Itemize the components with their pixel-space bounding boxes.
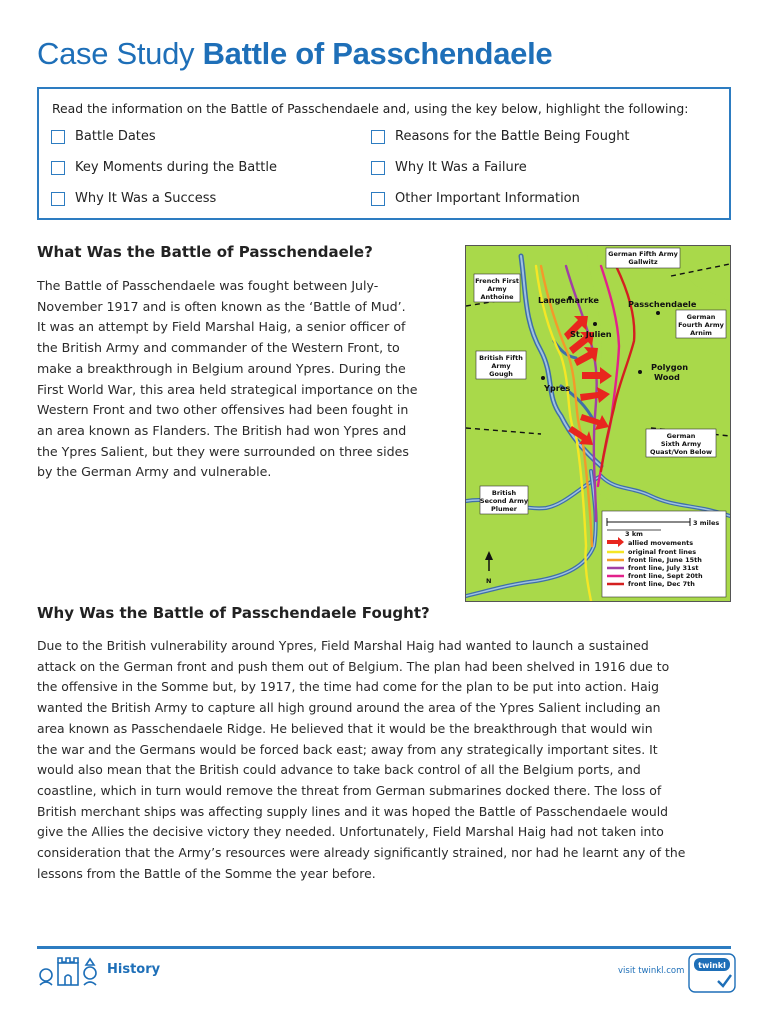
legend-label: front line, July 31st	[628, 564, 699, 572]
place-label-wood: Wood	[654, 372, 680, 382]
twinkl-logo-text: twinkl	[698, 961, 726, 970]
svg-text:French First: French First	[475, 277, 519, 285]
section1-paragraph	[37, 276, 441, 483]
history-castle-icon	[36, 953, 100, 993]
text-line: the war and the Germans would be forced back east; away from any strategically important sites. It	[37, 741, 658, 757]
svg-text:N: N	[486, 577, 492, 585]
text-line: wanted the British Army to capture all high ground around the area of the Ypres Salient including an	[37, 700, 661, 716]
legend-label: allied movements	[628, 539, 694, 547]
svg-text:German: German	[686, 313, 716, 321]
svg-text:British: British	[491, 489, 517, 497]
army-label-french-first	[474, 274, 520, 302]
key-instructions: Read the information on the Battle of Passchendaele and, using the key below, highlight the following:	[52, 101, 689, 116]
text-line: It was an attempt by Field Marshal Haig, a senior officer of	[37, 319, 406, 335]
map-legend	[602, 511, 726, 597]
svg-text:Plumer: Plumer	[490, 505, 518, 513]
text-line: First World War, this area held strategical importance on the	[37, 381, 418, 397]
text-line: an area known as Flanders. The British had won Ypres and	[37, 422, 407, 438]
text-line: attack on the German front and push them out of Belgium. The plan had been shelved in 1916 due to	[37, 658, 670, 674]
key-item-other-info[interactable]	[371, 191, 580, 206]
svg-text:Army: Army	[487, 285, 507, 293]
highlight-key-box	[37, 87, 731, 220]
army-label-german-fifth	[606, 248, 680, 268]
svg-text:Fourth Army: Fourth Army	[678, 321, 724, 329]
twinkl-badge	[688, 953, 736, 997]
checkbox[interactable]	[371, 192, 385, 206]
key-item-failure[interactable]	[371, 160, 527, 175]
svg-text:Gallwitz: Gallwitz	[628, 258, 658, 266]
place-label-polygon: Polygon	[651, 362, 689, 372]
key-item-label: Why It Was a Failure	[395, 160, 527, 175]
scale-miles: 3 miles	[693, 519, 720, 527]
text-line: November 1917 and is often known as the ‘Battle of Mud’.	[37, 298, 406, 314]
svg-text:Army: Army	[491, 362, 511, 370]
text-line: the Ypres Salient, but they were surrounded on three sides	[37, 443, 409, 459]
text-line: give the Allies the decisive victory they needed. Unfortunately, Field Marshal Haig had not taken into	[37, 824, 664, 840]
place-label-langemarck: Langemarrke	[538, 295, 599, 305]
footer-visit-link[interactable]: visit twinkl.com	[618, 966, 685, 976]
army-label-german-fourth	[676, 310, 726, 338]
text-line: coastline, which in turn would remove the threat from German submarines docked there. The loss of	[37, 782, 662, 798]
checkbox[interactable]	[51, 161, 65, 175]
legend-label: front line, Dec 7th	[628, 580, 695, 588]
key-item-reasons[interactable]	[371, 129, 630, 144]
text-line: The Battle of Passchendaele was fought between July-	[37, 278, 379, 293]
checkbox[interactable]	[371, 161, 385, 175]
scale-km: 3 km	[625, 530, 643, 538]
army-label-british-second	[480, 486, 529, 514]
army-label-german-sixth	[646, 429, 716, 457]
svg-text:Second Army: Second Army	[479, 497, 529, 505]
section1-heading: What Was the Battle of Passchendaele?	[37, 243, 373, 261]
legend-label: original front lines	[628, 548, 697, 556]
svg-text:Arnim: Arnim	[690, 329, 712, 337]
checkbox[interactable]	[371, 130, 385, 144]
key-item-label: Other Important Information	[395, 191, 580, 206]
title-light: Case Study	[37, 36, 195, 71]
svg-text:Sixth Army: Sixth Army	[660, 440, 702, 448]
key-item-key-moments[interactable]	[51, 160, 277, 175]
battle-map	[465, 245, 731, 602]
key-item-label: Why It Was a Success	[75, 191, 217, 206]
key-item-label: Battle Dates	[75, 129, 156, 144]
text-line: Due to the British vulnerability around Ypres, Field Marshal Haig had wanted to launch a sustained	[37, 638, 649, 653]
place-label-st-julien: St. Julien	[570, 329, 612, 339]
text-line: the offensive in the Somme but, by 1917, the time had come for the plan to be put into action. Haig	[37, 679, 659, 695]
legend-label: front line, Sept 20th	[628, 572, 703, 580]
key-item-label: Reasons for the Battle Being Fought	[395, 129, 630, 144]
svg-text:Anthoine: Anthoine	[480, 293, 514, 301]
svg-text:German: German	[666, 432, 696, 440]
svg-text:German Fifth Army: German Fifth Army	[608, 250, 678, 258]
svg-text:Quast/Von Below: Quast/Von Below	[650, 448, 712, 456]
army-label-british-fifth	[476, 351, 526, 379]
key-item-success[interactable]	[51, 191, 216, 206]
svg-text:Gough: Gough	[489, 370, 513, 378]
legend-label: front line, June 15th	[628, 556, 702, 564]
text-line: consideration that the Army’s resources were already significantly strained, nor had he learnt any of the	[37, 845, 686, 861]
section2-heading: Why Was the Battle of Passchendaele Fought?	[37, 604, 430, 622]
checkbox[interactable]	[51, 130, 65, 144]
page-title	[37, 36, 552, 72]
key-item-battle-dates[interactable]	[51, 129, 156, 144]
text-line: British merchant ships was affecting supply lines and it was hoped the Battle of Passchendaele would	[37, 803, 668, 819]
footer-divider	[37, 946, 731, 949]
text-line: the British Army and commander of the Western Front, to	[37, 340, 400, 356]
text-line: Western Front and two other offensives had been fought in	[37, 402, 409, 418]
svg-text:British Fifth: British Fifth	[479, 354, 523, 362]
footer-subject: History	[107, 962, 161, 977]
place-label-passchendaele: Passchendaele	[628, 299, 697, 309]
key-item-label: Key Moments during the Battle	[75, 160, 278, 175]
text-line: by the German Army and vulnerable.	[37, 464, 272, 480]
place-label-ypres: Ypres	[544, 383, 571, 393]
text-line: area known as Passchendaele Ridge. He believed that it would be the breakthrough that would win	[37, 720, 653, 736]
checkbox[interactable]	[51, 192, 65, 206]
text-line: would also mean that the British could advance to take back control of all the Belgium ports, and	[37, 762, 641, 778]
section2-paragraph	[37, 636, 731, 884]
text-line: make a breakthrough in Belgium around Ypres. During the	[37, 360, 406, 376]
text-line: lessons from the Battle of the Somme the year before.	[37, 865, 376, 881]
title-bold: Battle of Passchendaele	[202, 36, 553, 71]
